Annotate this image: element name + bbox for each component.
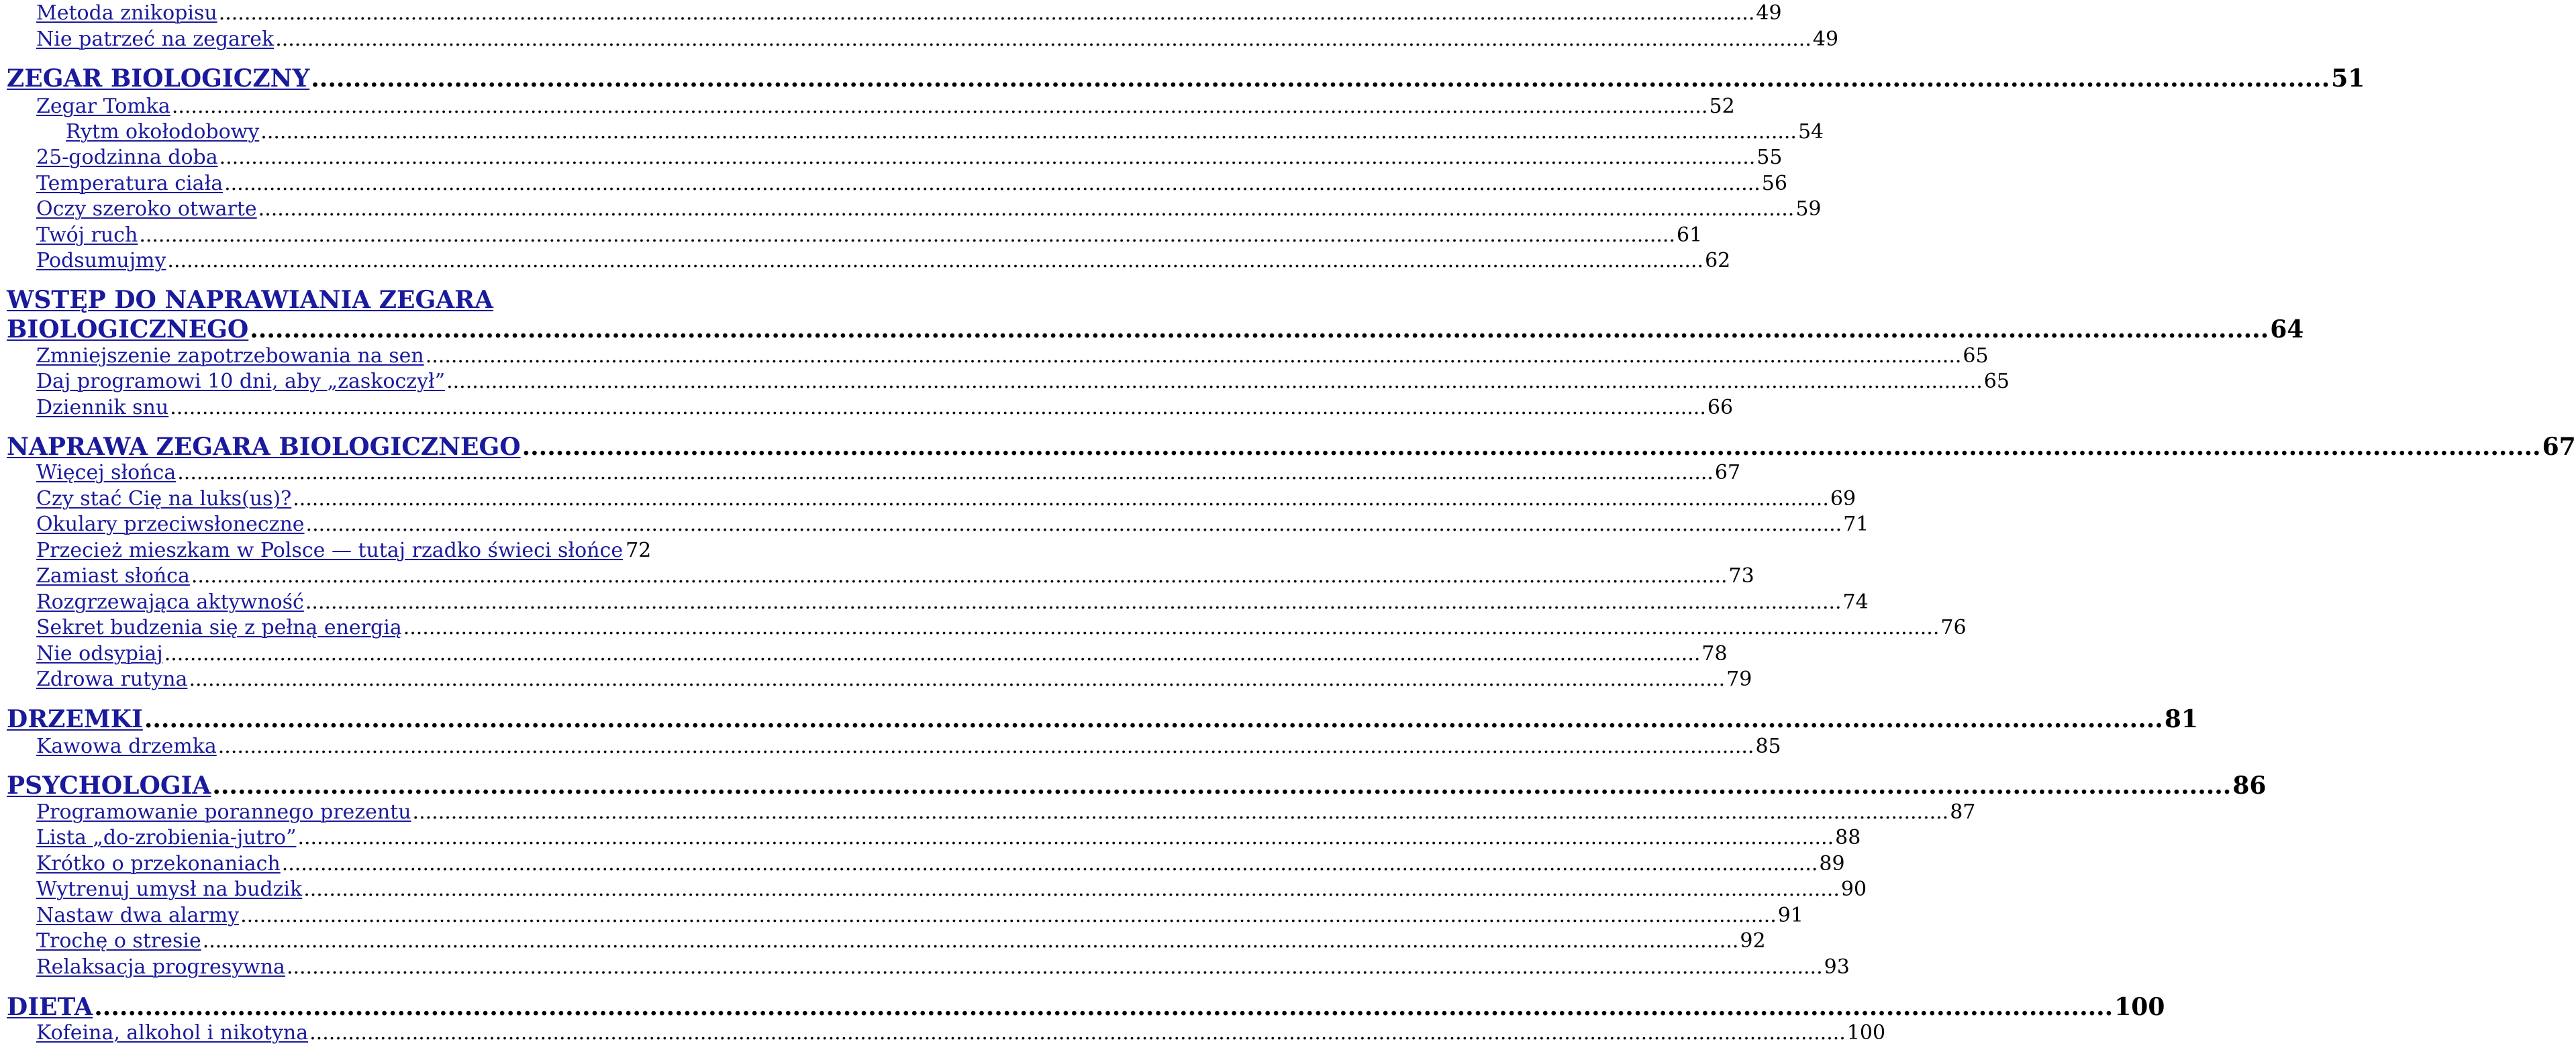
toc-link[interactable]: Zdrowa rutyna [36, 668, 188, 691]
dot-leader [306, 513, 1842, 536]
dot-leader [191, 564, 1728, 588]
toc-entry[interactable] [36, 904, 1803, 927]
toc-entry[interactable] [36, 396, 1734, 419]
dot-leader [413, 800, 1949, 824]
dot-leader [305, 590, 1842, 614]
toc-chapter-link[interactable]: BIOLOGICZNEGO [7, 315, 249, 344]
page-number: 81 [2164, 705, 2198, 733]
dot-leader [172, 95, 1708, 118]
page-number: 89 [1819, 852, 1845, 876]
dot-leader [170, 396, 1706, 419]
toc-chapter[interactable] [7, 772, 2267, 800]
dot-leader [164, 642, 1701, 666]
page-number: 100 [2114, 993, 2165, 1021]
dot-leader [258, 197, 1795, 221]
page-number: 67 [1714, 461, 1741, 484]
dot-leader [212, 772, 2231, 800]
toc-chapter-link[interactable]: ZEGAR BIOLOGICZNY [7, 64, 310, 93]
page-number: 66 [1707, 396, 1734, 419]
page-number: 92 [1740, 929, 1766, 953]
page-number: 59 [1795, 197, 1822, 221]
toc-link[interactable]: Przecież mieszkam w Polsce — tutaj rzadko świeci słońce [36, 539, 624, 562]
toc-entry[interactable] [36, 735, 1781, 758]
dot-leader [309, 1021, 1846, 1045]
dot-leader [303, 878, 1840, 901]
toc-link[interactable]: Oczy szeroko otwarte [36, 197, 257, 221]
toc-chapter-link[interactable]: PSYCHOLOGIA [7, 772, 211, 800]
page-number: 62 [1705, 249, 1731, 272]
toc-chapter-first-line[interactable] [7, 286, 493, 314]
dot-leader [426, 344, 1962, 368]
dot-leader [203, 929, 1739, 953]
toc-link[interactable]: Kofeina, alkohol i nikotyna [36, 1021, 309, 1045]
page-number: 71 [1843, 513, 1869, 536]
dot-leader [240, 904, 1777, 927]
page-number: 90 [1840, 878, 1867, 901]
page-number: 65 [1983, 370, 2010, 393]
dot-leader [167, 249, 1703, 272]
toc-link[interactable]: Lista „do-zrobienia-jutro” [36, 826, 297, 849]
toc-link[interactable]: Nie odsypiaj [36, 642, 163, 666]
toc-entry[interactable] [36, 249, 1731, 272]
toc-entry[interactable] [36, 955, 1850, 979]
toc-entry[interactable] [36, 28, 1839, 51]
page-number: 64 [2270, 315, 2304, 344]
dot-leader [94, 993, 2113, 1021]
dot-leader [224, 172, 1761, 195]
page-number: 93 [1824, 955, 1850, 979]
toc-link[interactable]: Nastaw dwa alarmy [36, 904, 240, 927]
toc-link[interactable]: Dziennik snu [36, 396, 169, 419]
toc-entry[interactable] [36, 197, 1822, 221]
toc-chapter-link[interactable]: NAPRAWA ZEGARA BIOLOGICZNEGO [7, 433, 521, 461]
toc-link[interactable]: Twój ruch [36, 223, 138, 247]
toc-link[interactable]: Programowanie porannego prezentu [36, 800, 411, 824]
toc-link[interactable]: Zamiast słońca [36, 564, 190, 588]
toc-entry[interactable] [36, 590, 1869, 614]
toc-link[interactable]: Temperatura ciała [36, 172, 224, 195]
toc-chapter-link[interactable]: DRZEMKI [7, 705, 143, 733]
page-number: 79 [1726, 668, 1752, 691]
page-number: 52 [1709, 95, 1735, 118]
toc-link[interactable]: Rozgrzewająca aktywność [36, 590, 304, 614]
toc-entry[interactable] [36, 146, 1783, 169]
toc-entry[interactable] [36, 539, 652, 562]
toc-entry[interactable] [36, 344, 1989, 368]
dot-leader [139, 223, 1675, 247]
toc-link[interactable]: Zmniejszenie zapotrzebowania na sen [36, 344, 424, 368]
page-number: 73 [1728, 564, 1754, 588]
dot-leader [403, 616, 1940, 639]
toc-link[interactable]: Okulary przeciwsłoneczne [36, 513, 305, 536]
page-number: 49 [1756, 1, 1782, 25]
page-number: 69 [1830, 487, 1856, 511]
toc-link[interactable]: Zegar Tomka [36, 95, 170, 118]
dot-leader [293, 487, 1829, 511]
toc-chapter[interactable] [7, 433, 2576, 461]
toc-link[interactable]: Rytm okołodobowy [66, 120, 260, 144]
toc-entry[interactable] [36, 616, 1967, 639]
dot-leader [250, 315, 2269, 344]
dot-leader [287, 955, 1823, 979]
page-number: 85 [1755, 735, 1781, 758]
page-number: 88 [1835, 826, 1861, 849]
dot-leader [218, 735, 1754, 758]
toc-entry[interactable] [36, 461, 1741, 484]
toc-link[interactable]: Trochę o stresie [36, 929, 201, 953]
toc-link[interactable]: Kawowa drzemka [36, 735, 217, 758]
page-number: 67 [2542, 433, 2576, 461]
dot-leader [297, 826, 1834, 849]
dot-leader [282, 852, 1818, 876]
page-number: 51 [2331, 64, 2365, 93]
toc-link[interactable]: Więcej słońca [36, 461, 177, 484]
toc-link[interactable]: Daj programowi 10 dni, aby „zaskoczył” [36, 370, 446, 393]
dot-leader [177, 461, 1714, 484]
toc-entry[interactable] [36, 513, 1869, 536]
toc-link[interactable]: Nie patrzeć na zegarek [36, 28, 275, 51]
dot-leader [311, 64, 2330, 93]
page-number: 56 [1761, 172, 1787, 195]
toc-entry[interactable] [36, 1, 1782, 25]
toc-entry[interactable] [36, 852, 1845, 876]
page-number: 49 [1812, 28, 1839, 51]
page-number: 86 [2232, 772, 2267, 800]
toc-entry[interactable] [36, 929, 1766, 953]
page-number: 61 [1676, 223, 1703, 247]
dot-leader [446, 370, 1983, 393]
page-number: 100 [1846, 1021, 1886, 1045]
toc-link[interactable]: Wytrenuj umysł na budzik [36, 878, 303, 901]
toc-entry[interactable] [36, 564, 1754, 588]
toc-entry[interactable] [36, 370, 2010, 393]
toc-entry[interactable] [66, 120, 1824, 144]
toc-entry[interactable] [36, 642, 1728, 666]
toc-entry[interactable] [36, 95, 1735, 118]
toc-link[interactable]: Czy stać Cię na luks(us)? [36, 487, 292, 511]
toc-link[interactable]: Krótko o przekonaniach [36, 852, 281, 876]
toc-entry[interactable] [36, 223, 1703, 247]
page-number: 65 [1963, 344, 1989, 368]
toc-entry[interactable] [36, 826, 1861, 849]
page-number: 76 [1940, 616, 1967, 639]
page-number: 54 [1797, 120, 1824, 144]
toc-chapter-link[interactable]: DIETA [7, 993, 93, 1021]
toc-chapter[interactable] [7, 993, 2165, 1021]
toc-entry[interactable] [36, 487, 1856, 511]
toc-entry[interactable] [36, 172, 1787, 195]
toc-link[interactable]: Podsumujmy [36, 249, 166, 272]
toc-link[interactable]: Relaksacja progresywna [36, 955, 285, 979]
toc-entry[interactable] [36, 800, 1976, 824]
toc-entry[interactable] [36, 1021, 1886, 1045]
toc-entry[interactable] [36, 878, 1867, 901]
dot-leader [219, 146, 1756, 169]
toc-chapter[interactable] [7, 315, 2304, 344]
dot-leader [219, 1, 1755, 25]
page-number: 74 [1842, 590, 1869, 614]
toc-link[interactable]: 25-godzinna doba [36, 146, 218, 169]
dot-leader [144, 705, 2163, 733]
page-number: 72 [626, 539, 652, 562]
toc-chapter-link[interactable]: WSTĘP DO NAPRAWIANIA ZEGARA [7, 286, 493, 314]
page-number: 78 [1701, 642, 1728, 666]
dot-leader [189, 668, 1725, 691]
page-number: 55 [1756, 146, 1783, 169]
toc-chapter[interactable] [7, 64, 2365, 93]
dot-leader [260, 120, 1797, 144]
dot-leader [522, 433, 2541, 461]
toc-entry[interactable] [36, 668, 1752, 691]
toc-link[interactable]: Sekret budzenia się z pełną energią [36, 616, 402, 639]
toc-link[interactable]: Metoda znikopisu [36, 1, 217, 25]
page-number: 87 [1950, 800, 1976, 824]
page-number: 91 [1777, 904, 1803, 927]
toc-chapter[interactable] [7, 705, 2198, 733]
dot-leader [275, 28, 1812, 51]
